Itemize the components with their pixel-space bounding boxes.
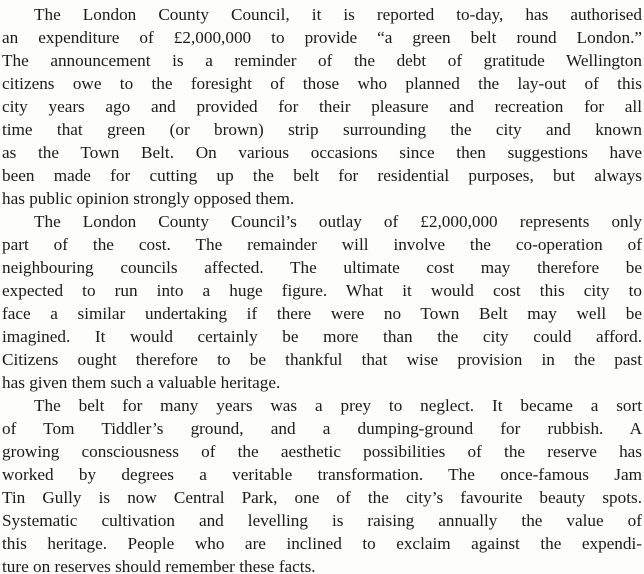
text-line: has public opinion strongly opposed them. <box>2 189 295 208</box>
text-line: expected to run into a huge figure. What it would cost this city to <box>2 281 642 300</box>
text-line: ture on reserves should remember these facts. <box>2 557 316 574</box>
text-line: time that green (or brown) strip surrounding the city and known <box>2 120 642 139</box>
paragraph-1 <box>2 3 642 210</box>
text-line: imagined. It would certainly be more than the city could afford. <box>2 327 642 346</box>
text-line: The London County Council, it is reported to-day, has authorised <box>34 5 642 24</box>
text-line: as the Town Belt. On various occasions since then suggestions have <box>2 143 642 162</box>
text-line: of Tom Tiddler’s ground, and a dumping-ground for rubbish. A <box>2 419 642 438</box>
text-line: The belt for many years was a prey to neglect. It became a sort <box>34 396 642 415</box>
text-line: The announcement is a reminder of the debt of gratitude Wellington <box>2 51 642 70</box>
text-line: growing consciousness of the aesthetic possibilities of the reserve has <box>2 442 642 461</box>
text-line: part of the cost. The remainder will involve the co-operation of <box>2 235 642 254</box>
text-line: Tin Gully is now Central Park, one of the city’s favourite beauty spots. <box>2 488 642 507</box>
text-line: Systematic cultivation and levelling is raising annually the value of <box>2 511 642 530</box>
text-line: city years ago and provided for their pleasure and recreation for all <box>2 97 642 116</box>
text-line: has given them such a valuable heritage. <box>2 373 281 392</box>
text-line: citizens owe to the foresight of those who planned the lay-out of this <box>2 74 642 93</box>
text-line: Citizens ought therefore to be thankful that wise provision in the past <box>2 350 642 369</box>
article-body <box>2 3 642 574</box>
paragraph-3 <box>2 394 642 574</box>
text-line: face a similar undertaking if there were no Town Belt may well be <box>2 304 642 323</box>
text-line: this heritage. People who are inclined to exclaim against the expendi- <box>2 534 642 553</box>
text-line: an expenditure of £2,000,000 to provide “a green belt round London.” <box>2 28 642 47</box>
text-line: worked by degrees a veritable transformation. The once-famous Jam <box>2 465 642 484</box>
text-line: been made for cutting up the belt for residential purposes, but always <box>2 166 642 185</box>
text-line: neighbouring councils affected. The ultimate cost may therefore be <box>2 258 642 277</box>
paragraph-2 <box>2 210 642 394</box>
text-line: The London County Council’s outlay of £2,000,000 represents only <box>34 212 642 231</box>
